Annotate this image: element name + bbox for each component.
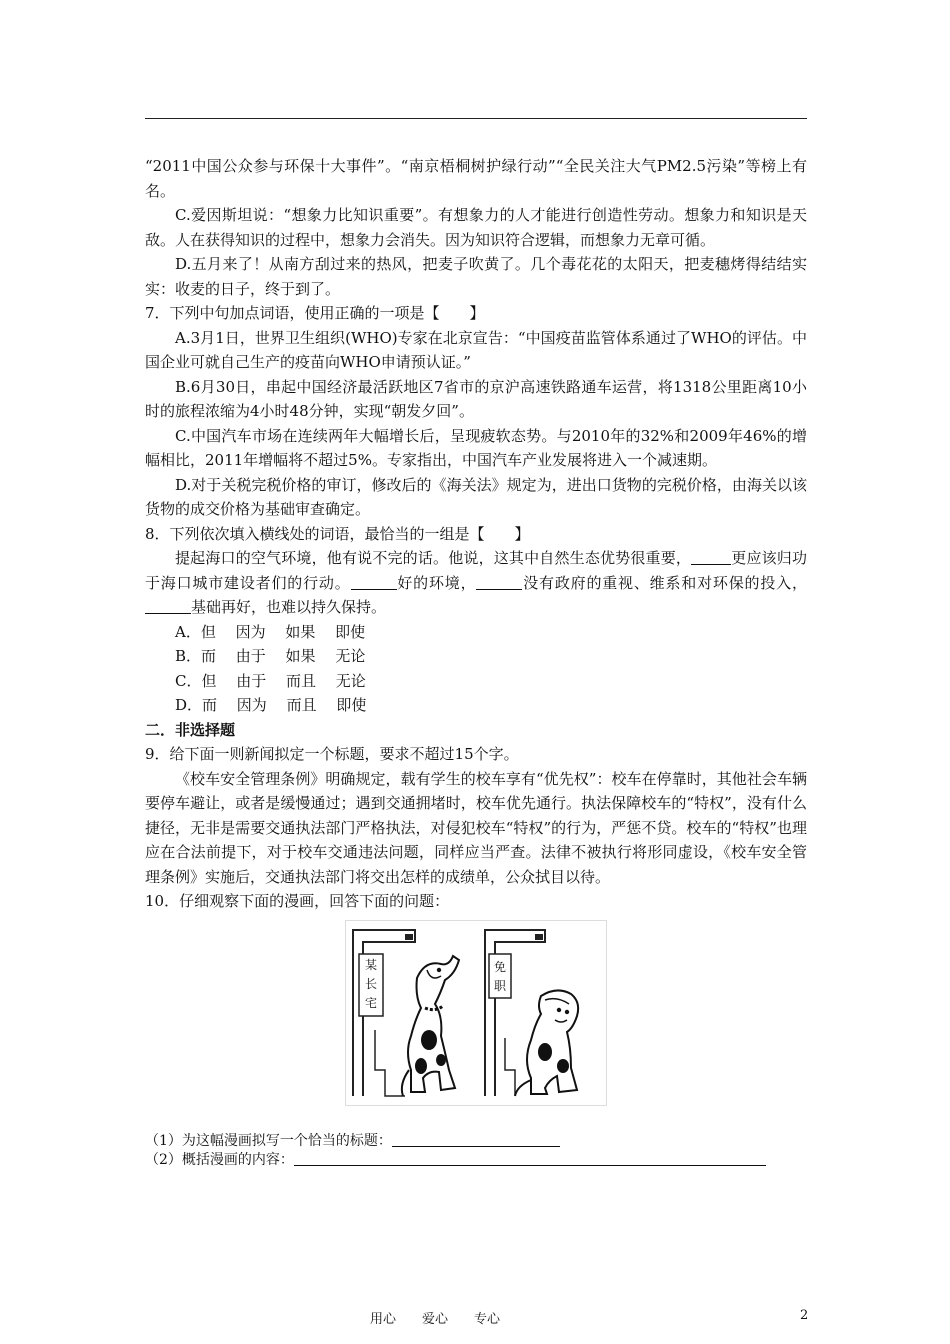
q6-option-d: D.五月来了！从南方刮过来的热风，把麦子吹黄了。几个毒花花的太阳天，把麦穗烤得结结实实：收麦的日子，终于到了。 <box>145 255 807 298</box>
q7-stem: 7．下列中句加点词语，使用正确的一项是【 】 <box>145 304 485 322</box>
q9-stem: 9．给下面一则新闻拟定一个标题，要求不超过15个字。 <box>145 745 519 763</box>
q10-sub-1: （1）为这幅漫画拟写一个恰当的标题： <box>145 1132 766 1151</box>
q8-option-c: C．但 由于 而且 无论 <box>175 671 366 690</box>
q7-option-a: A.3月1日，世界卫生组织(WHO)专家在北京宣告：“中国疫苗监管体系通过了WHO的评估。中国企业可就自己生产的疫苗向WHO申请预认证。” <box>145 328 807 371</box>
q7-option-c: C.中国汽车市场在连续两年大幅增长后，呈现疲软态势。与2010年的32%和2009年46%的增幅相比，2011年增幅将不超过5%。专家指出，中国汽车产业发展将进入一个减速期。 <box>145 426 807 469</box>
page-number: 2 <box>800 1308 809 1323</box>
q10-answer-line-1[interactable] <box>392 1132 560 1147</box>
page-content <box>145 154 807 1106</box>
q7-option-d: D.对于关税完税价格的审订，修改后的《海关法》规定为，进出口货物的完税价格，由海关以该货物的成交价格为基础审查确定。 <box>145 475 807 518</box>
q10-answer-line-2[interactable] <box>294 1151 766 1166</box>
q10-sub-2: （2）概括漫画的内容： <box>145 1151 766 1170</box>
footer-motto: 用心 爱心 专心 <box>370 1312 501 1327</box>
section-heading: 二．非选择题 <box>145 720 236 739</box>
q10-stem: 10．仔细观察下面的漫画，回答下面的问题： <box>145 892 450 910</box>
q9-news-body: 《校车安全管理条例》明确规定，载有学生的校车享有“优先权”：校车在停靠时，其他社会车辆要停车避让，或者是缓慢通过；遇到交通拥堵时，校车优先通行。执法保障校车的“特权”，没有什么捷径，无非是需要交通执法部门严格执法，对侵犯校车“特权”的行为，严惩不贷。校车的“特权”也理应在合法前提下，对于校车交通违法问题，同样应当严查。法律不被执行将形同虚设，《校车安全管理条例》实施后，交通执法部门将交出怎样的成绩单，公众拭目以待。 <box>145 769 807 886</box>
q8-blank-3[interactable] <box>476 575 522 590</box>
q8-option-b: B．而 由于 如果 无论 <box>175 647 366 665</box>
continuation-text: “2011中国公众参与环保十大事件”。“南京梧桐树护绿行动”“全民关注大气PM2.5污染”等榜上有名。 <box>145 157 807 200</box>
header-rule <box>145 118 807 119</box>
q8-option-a: A．但 因为 如果 即使 <box>175 622 366 641</box>
q8-option-d: D．而 因为 而且 即使 <box>175 696 367 714</box>
q8-blank-2[interactable] <box>351 575 397 590</box>
comic-image <box>345 920 607 1106</box>
q8-blank-4[interactable] <box>145 599 191 614</box>
q8-blank-1[interactable] <box>691 550 731 565</box>
q8-passage: 提起海口的空气环境，他有说不完的话。他说，这其中自然生态优势很重要， 更应该归功于海口城市建设者们的行动。 好的环境， 没有政府的重视、维系和对环保的投入，基础再好，也难以持久保持。 <box>145 549 807 616</box>
q8-stem: 8．下列依次填入横线处的词语，最恰当的一组是【 】 <box>145 524 530 543</box>
q7-option-b: B.6月30日，串起中国经济最活跃地区7省市的京沪高速铁路通车运营，将1318公里距离10小时的旅程浓缩为4小时48分钟，实现“朝发夕回”。 <box>145 377 807 420</box>
q6-option-c: C.爱因斯坦说：“想象力比知识重要”。有想象力的人才能进行创造性劳动。想象力和知识是天敌。人在获得知识的过程中，想象力会消失。因为知识符合逻辑，而想象力无章可循。 <box>145 206 807 249</box>
comic-left-sign-text: 某 长 宅 <box>364 957 377 1010</box>
q10-subquestions <box>145 1132 766 1170</box>
comic-right-sign-text: 免 职 <box>493 959 506 993</box>
